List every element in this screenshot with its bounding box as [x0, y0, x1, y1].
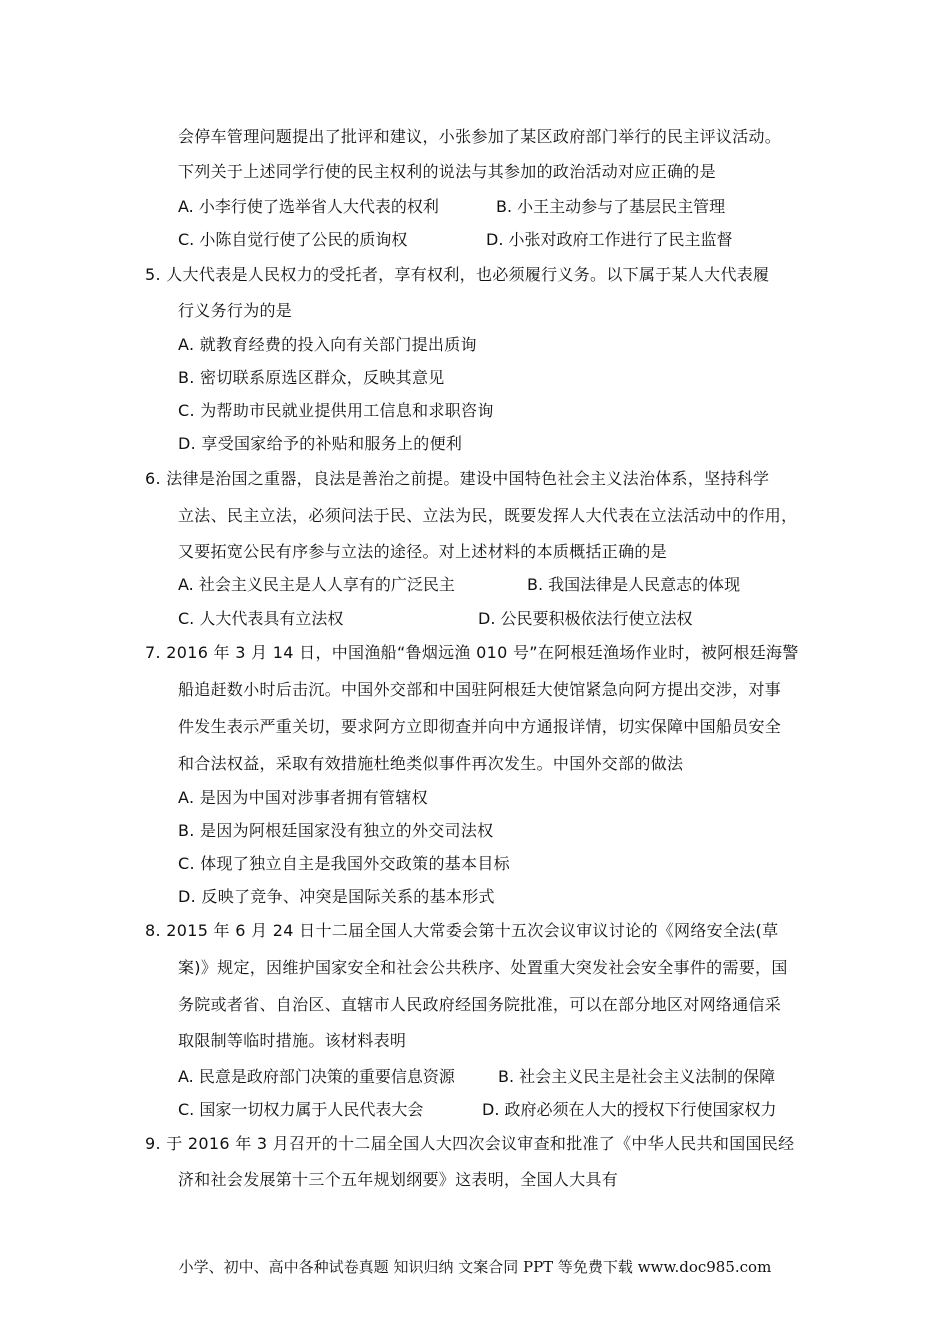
- q8-stem-line-2: 案)》规定，因维护国家安全和社会公共秩序、处置重大突发社会安全事件的需要，国: [178, 958, 788, 977]
- q4-option-a: A. 小李行使了选举省人大代表的权利: [178, 197, 439, 216]
- q6-option-b: B. 我国法律是人民意志的体现: [527, 575, 741, 594]
- q5-stem-line-2: 行义务行为的是: [178, 301, 293, 320]
- q8-option-a: A. 民意是政府部门决策的重要信息资源: [178, 1067, 455, 1086]
- q6-option-d: D. 公民要积极依法行使立法权: [478, 609, 693, 628]
- q8-option-d: D. 政府必须在人大的授权下行使国家权力: [482, 1100, 777, 1119]
- q7-stem-line-4: 和合法权益，采取有效措施杜绝类似事件再次发生。中国外交部的做法: [178, 754, 684, 773]
- q8-stem-line-4: 取限制等临时措施。该材料表明: [178, 1031, 407, 1050]
- q7-stem-line-2: 船追赶数小时后击沉。中国外交部和中国驻阿根廷大使馆紧急向阿方提出交涉，对事: [178, 680, 782, 699]
- q7-option-a: A. 是因为中国对涉事者拥有管辖权: [178, 788, 428, 807]
- q7-option-c: C. 体现了独立自主是我国外交政策的基本目标: [178, 854, 510, 873]
- q5-option-d: D. 享受国家给予的补贴和服务上的便利: [178, 434, 463, 453]
- q5-option-a: A. 就教育经费的投入向有关部门提出质询: [178, 335, 477, 354]
- q6-stem-line-1: 6. 法律是治国之重器，良法是善治之前提。建设中国特色社会主义法治体系，坚持科学: [145, 469, 770, 488]
- q5-stem-line-1: 5. 人大代表是人民权力的受托者，享有权利，也必须履行义务。以下属于某人大代表履: [145, 265, 770, 284]
- q4-option-c: C. 小陈自觉行使了公民的质询权: [178, 230, 408, 249]
- q7-stem-line-3: 件发生表示严重关切，要求阿方立即彻查并向中方通报详情，切实保障中国船员安全: [178, 717, 782, 736]
- q7-stem-line-1: 7. 2016 年 3 月 14 日，中国渔船“鲁烟远渔 010 号”在阿根廷渔场作业时，被阿根廷海警: [145, 643, 799, 662]
- q6-option-c: C. 人大代表具有立法权: [178, 609, 344, 628]
- q6-stem-line-3: 又要拓宽公民有序参与立法的途径。对上述材料的本质概括正确的是: [178, 542, 668, 561]
- q8-stem-line-1: 8. 2015 年 6 月 24 日十二届全国人大常委会第十五次会议审议讨论的《网络安全法(草: [145, 921, 779, 940]
- q8-option-c: C. 国家一切权力属于人民代表大会: [178, 1100, 424, 1119]
- q8-option-b: B. 社会主义民主是社会主义法制的保障: [498, 1067, 776, 1086]
- q6-stem-line-2: 立法、民主立法，必须问法于民、立法为民，既要发挥人大代表在立法活动中的作用，: [178, 506, 798, 525]
- q4-option-d: D. 小张对政府工作进行了民主监督: [486, 230, 733, 249]
- q5-option-b: B. 密切联系原选区群众，反映其意见: [178, 368, 445, 387]
- q7-option-b: B. 是因为阿根廷国家没有独立的外交司法权: [178, 821, 494, 840]
- q6-option-a: A. 社会主义民主是人人享有的广泛民主: [178, 575, 455, 594]
- q9-stem-line-2: 济和社会发展第十三个五年规划纲要》这表明，全国人大具有: [178, 1170, 619, 1189]
- q8-stem-line-3: 务院或者省、自治区、直辖市人民政府经国务院批准，可以在部分地区对网络通信采: [178, 995, 782, 1014]
- page-footer: 小学、初中、高中各种试卷真题 知识归纳 文案合同 PPT 等免费下载 www.doc985.com: [178, 1258, 772, 1276]
- q5-option-c: C. 为帮助市民就业提供用工信息和求职咨询: [178, 401, 494, 420]
- q9-stem-line-1: 9. 于 2016 年 3 月召开的十二届全国人大四次会议审查和批准了《中华人民共和国国民经: [145, 1134, 795, 1153]
- q4-option-b: B. 小王主动参与了基层民主管理: [496, 197, 726, 216]
- q7-option-d: D. 反映了竞争、冲突是国际关系的基本形式: [178, 887, 495, 906]
- q4-continuation-line-1: 会停车管理问题提出了批评和建议，小张参加了某区政府部门举行的民主评议活动。: [178, 127, 782, 146]
- q4-continuation-line-2: 下列关于上述同学行使的民主权利的说法与其参加的政治活动对应正确的是: [178, 162, 716, 181]
